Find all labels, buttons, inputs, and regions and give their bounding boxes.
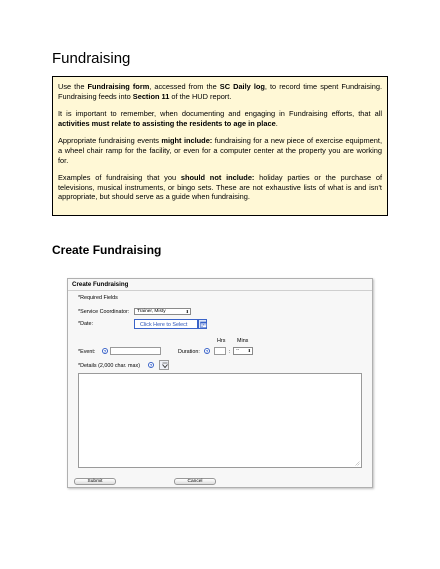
select-arrows-icon: ⬍ [247,348,251,353]
section-title: Create Fundraising [52,243,162,257]
calendar-button[interactable] [198,319,207,329]
hours-input[interactable] [214,347,226,355]
event-help-icon[interactable]: ? [103,349,107,354]
chevron-down-icon [161,362,169,370]
duration-colon: : [229,349,231,355]
create-fundraising-form [67,278,373,488]
info-box [52,76,388,216]
duration-help-icon[interactable]: ? [205,349,209,354]
service-coordinator-label: *Service Coordinator: [78,309,130,315]
calendar-icon [200,321,207,328]
event-label: *Event: [78,349,96,355]
submit-button[interactable]: Submit [74,478,116,485]
details-textarea[interactable] [78,373,362,468]
resize-handle-icon[interactable] [355,461,360,466]
info-paragraph-1: Use the Fundraising form, accessed from the SC Daily log, to record time spent Fundraising. Fundraising feeds into Section 11 of the HUD report. [58,82,383,101]
minutes-select[interactable]: -- ⬍ [233,347,253,355]
date-select-link[interactable]: Click Here to Select [140,322,188,328]
service-coordinator-select[interactable]: Trainer, Misty ⬍ [134,308,191,315]
date-label: *Date: [78,321,93,327]
spell-check-button[interactable] [159,360,169,370]
info-paragraph-3: Appropriate fundraising events might include: fundraising for a new piece of exercise equipment, a wheel chair ramp for the facility, or even for a computer center at the property you are working for. [58,136,382,165]
page-title: Fundraising [52,50,131,67]
hrs-label: Hrs [217,338,226,344]
duration-label: Duration: [178,349,200,355]
form-header: Create Fundraising [68,279,372,291]
info-paragraph-4: Examples of fundraising that you should not include: holiday parties or the purchase of televisions, musical instruments, or bingo sets. These are not exhaustive lists of what is and isn't appropriate, but should serve as a guide when fundraising. [58,173,382,202]
select-arrows-icon: ⬍ [185,309,189,314]
event-input[interactable] [110,347,161,355]
date-field[interactable] [134,319,198,329]
details-help-icon[interactable]: ? [149,363,153,368]
info-paragraph-2: It is important to remember, when documenting and engaging in Fundraising efforts, that all activities must relate to assisting the residents to age in place. [58,109,382,128]
details-label: *Details (2,000 char. max) [78,363,141,369]
required-note: *Required Fields [78,295,118,301]
mins-label: Mins [237,338,249,344]
cancel-button[interactable]: Cancel [174,478,216,485]
